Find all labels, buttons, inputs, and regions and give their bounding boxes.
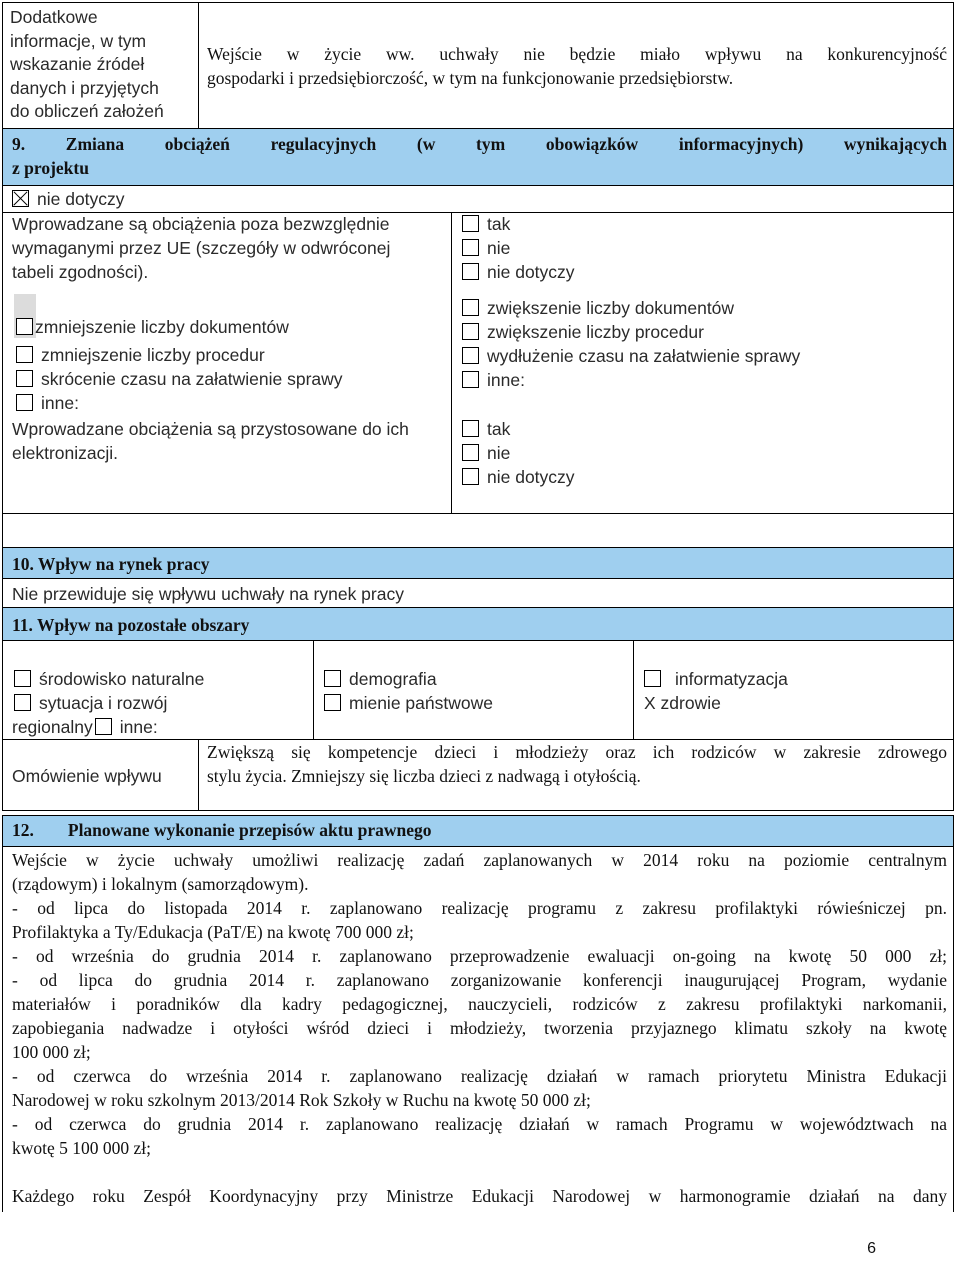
right-option-1[interactable]: zwiększenie liczby procedur: [462, 320, 800, 344]
checkbox[interactable]: [462, 263, 479, 280]
checkbox[interactable]: [95, 718, 112, 735]
q2-option-nie[interactable]: nie: [462, 441, 575, 465]
checkbox[interactable]: [16, 370, 33, 387]
checkbox[interactable]: [462, 444, 479, 461]
q2-option-tak[interactable]: tak: [462, 417, 575, 441]
left-option-1[interactable]: zmniejszenie liczby procedur: [16, 343, 343, 367]
section-10-title: 10. Wpływ na rynek pracy: [12, 554, 210, 574]
option-srodowisko[interactable]: środowisko naturalne: [14, 667, 204, 691]
q2-options: [462, 417, 575, 489]
option-mienie[interactable]: mienie państwowe: [324, 691, 493, 715]
section-11-title: 11. Wpływ na pozostałe obszary: [12, 615, 250, 635]
option-sytuacja[interactable]: sytuacja i rozwój: [14, 691, 204, 715]
checkbox[interactable]: [462, 215, 479, 232]
right-option-3[interactable]: inne:: [462, 368, 800, 392]
left-option-3[interactable]: inne:: [16, 391, 343, 415]
nie-dotyczy-checkbox[interactable]: [12, 190, 29, 207]
s11-col3-options: [644, 667, 788, 715]
checkbox[interactable]: [462, 420, 479, 437]
q1-option-nie[interactable]: nie: [462, 236, 575, 260]
checkbox[interactable]: [16, 346, 33, 363]
right-option-2[interactable]: wydłużenie czasu na załatwienie sprawy: [462, 344, 800, 368]
empty-row: [2, 513, 954, 548]
section-9-nie-dotyczy: nie dotyczy: [12, 187, 125, 211]
omowienie-label: Omówienie wpływu: [12, 766, 162, 786]
checkbox[interactable]: [644, 670, 661, 687]
left-options: [16, 315, 289, 339]
left-option-0[interactable]: zmniejszenie liczby dokumentów: [16, 315, 289, 339]
option-zdrowie: X zdrowie: [644, 693, 721, 713]
q1-options: [462, 212, 575, 284]
checkbox[interactable]: [462, 239, 479, 256]
checkbox[interactable]: [462, 371, 479, 388]
checkbox[interactable]: [462, 468, 479, 485]
s11-col1-options: [14, 667, 204, 739]
checkbox[interactable]: [16, 394, 33, 411]
omowienie-text: Zwiększą się kompetencje dzieci i młodzieży oraz ich rodziców w zakresie zdrowego stylu życia. Zmniejszy się liczba dzieci z nadwagą i otyłością.: [207, 742, 947, 786]
page-number: 6: [867, 1240, 876, 1257]
checkbox[interactable]: [14, 670, 31, 687]
s11-col2-options: [324, 667, 493, 715]
dodatkowe-label: Dodatkowe informacje, w tym wskazanie źródeł danych i przyjętych do obliczeń założeń: [10, 7, 164, 121]
section-9-title: 9. Zmiana obciążeń regulacyjnych (w tym obowiązków informacyjnych) wynikających z projektu: [12, 134, 947, 178]
q2-option-nie-dotyczy[interactable]: nie dotyczy: [462, 465, 575, 489]
checkbox[interactable]: [14, 694, 31, 711]
checkbox[interactable]: [324, 670, 341, 687]
q1-option-tak[interactable]: tak: [462, 212, 575, 236]
left-options-rest: [16, 343, 343, 415]
q1-text: Wprowadzane są obciążenia poza bezwzględnie wymaganymi przez UE (szczegóły w odwróconej tabeli zgodności).: [12, 214, 391, 282]
section-12-title: 12. Planowane wykonanie przepisów aktu prawnego: [12, 820, 432, 840]
section-10-text: Nie przewiduje się wpływu uchwały na rynek pracy: [12, 584, 404, 604]
section-12-text: Wejście w życie uchwały umożliwi realizację zadań zaplanowanych w 2014 roku na poziomie centralnym (rządowym) i lokalnym (samorządowym). - od lipca do listopada 2014 r. zaplanowano realizację programu z zakresu profilaktyki rówieśniczej pn. Profilaktyka a Ty/Edukacja (PaT/E) na kwotę 700 000 zł; - od września do grudnia 2014 r. zaplanowano przeprowadzenie ewaluacji on-going na kwotę 50 000 zł; - od lipca do grudnia 2014 r. zaplanowano zorganizowanie konferencji inaugurującej Program, wydanie materiałów i poradników dla kadry pedagogicznej, nauczycieli, rodziców z zakresu profilaktyki narkomanii, zapobiegania nadwadze i otyłości wśród dzieci i młodzieży, tworzenia przyjaznego klimatu szkoły na kwotę 100 000 zł; - od czerwca do września 2014 r. zaplanowano realizację działań w ramach priorytetu Ministra Edukacji Narodowej w roku szkolnym 2013/2014 Rok Szkoły w Ruchu na kwotę 50 000 zł; - od czerwca do grudnia 2014 r. zaplanowano realizację działań w ramach Programu w województwach na kwotę 5 100 000 zł; Każdego roku Zespół Koordynacyjny przy Ministrze Edukacji Narodowej w harmonogramie działań na dany: [12, 850, 947, 1206]
q2-text: Wprowadzane obciążenia są przystosowane do ich elektronizacji.: [12, 419, 409, 463]
checkbox[interactable]: [462, 299, 479, 316]
right-options: [462, 296, 800, 392]
option-regionalny-inne: regionalny inne:: [12, 717, 158, 737]
checkbox[interactable]: [462, 347, 479, 364]
dodatkowe-text: Wejście w życie ww. uchwały nie będzie miało wpływu na konkurencyjność gospodarki i przedsiębiorczość, w tym na funkcjonowanie przedsiębiorstw.: [207, 44, 947, 88]
option-informatyzacja[interactable]: informatyzacja: [644, 667, 788, 691]
checkbox[interactable]: [16, 318, 33, 335]
q1-option-nie-dotyczy[interactable]: nie dotyczy: [462, 260, 575, 284]
right-option-0[interactable]: zwiększenie liczby dokumentów: [462, 296, 800, 320]
checkbox[interactable]: [324, 694, 341, 711]
section-9-nie-dotyczy-row: [2, 185, 954, 213]
left-option-2[interactable]: skrócenie czasu na załatwienie sprawy: [16, 367, 343, 391]
option-demografia[interactable]: demografia: [324, 667, 493, 691]
checkbox[interactable]: [462, 323, 479, 340]
